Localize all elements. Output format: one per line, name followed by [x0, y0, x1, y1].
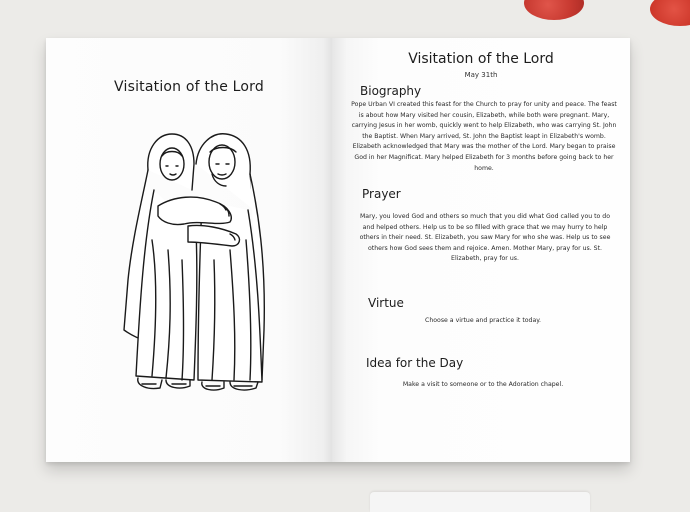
virtue-text: Choose a virtue and practice it today. — [425, 317, 541, 324]
idea-heading: Idea for the Day — [366, 356, 464, 370]
red-flower-decoration-right — [650, 0, 690, 26]
biography-text: Pope Urban VI created this feast for the Church to pray for unity and peace. The feast is about how Mary visited her cousin, Elizabeth, while both were pregnant. Mary, carrying Jesus in her womb, quickly went to help Elizabeth, who was carrying St. John the Baptist. When Mary arrived, St. John the Baptist leapt in Elizabeth's womb. Elizabeth acknowledged that Mary was the mother of the Lord. Mary began to praise God in her Magnificat. Mary helped Elizabeth for 3 months before going back to her home. — [351, 101, 617, 172]
open-booklet — [46, 38, 630, 462]
right-page-title: Visitation of the Lord — [408, 51, 554, 67]
feast-date: May 31th — [464, 71, 498, 79]
virtue-heading: Virtue — [368, 296, 404, 310]
biography-heading: Biography — [360, 84, 422, 98]
mary-elizabeth-embrace-illustration — [118, 130, 268, 394]
prayer-text: Mary, you loved God and others so much that you did what God called you to do and helped others. Help us to be so filled with grace that we may hurry to help others in their need. St. Elizabeth, you saw Mary for who she was. Help us to see others how God sees them and rejoice. Amen. Mother Mary, pray for us. St. Elizabeth, pray for us. — [359, 213, 611, 263]
prayer-heading: Prayer — [362, 187, 401, 201]
right-page — [332, 38, 630, 462]
card-edge-decoration — [370, 492, 590, 512]
left-page-title: Visitation of the Lord — [114, 79, 264, 95]
left-page — [46, 38, 332, 462]
idea-text: Make a visit to someone or to the Adoration chapel. — [402, 381, 564, 388]
red-flower-decoration — [524, 0, 584, 20]
